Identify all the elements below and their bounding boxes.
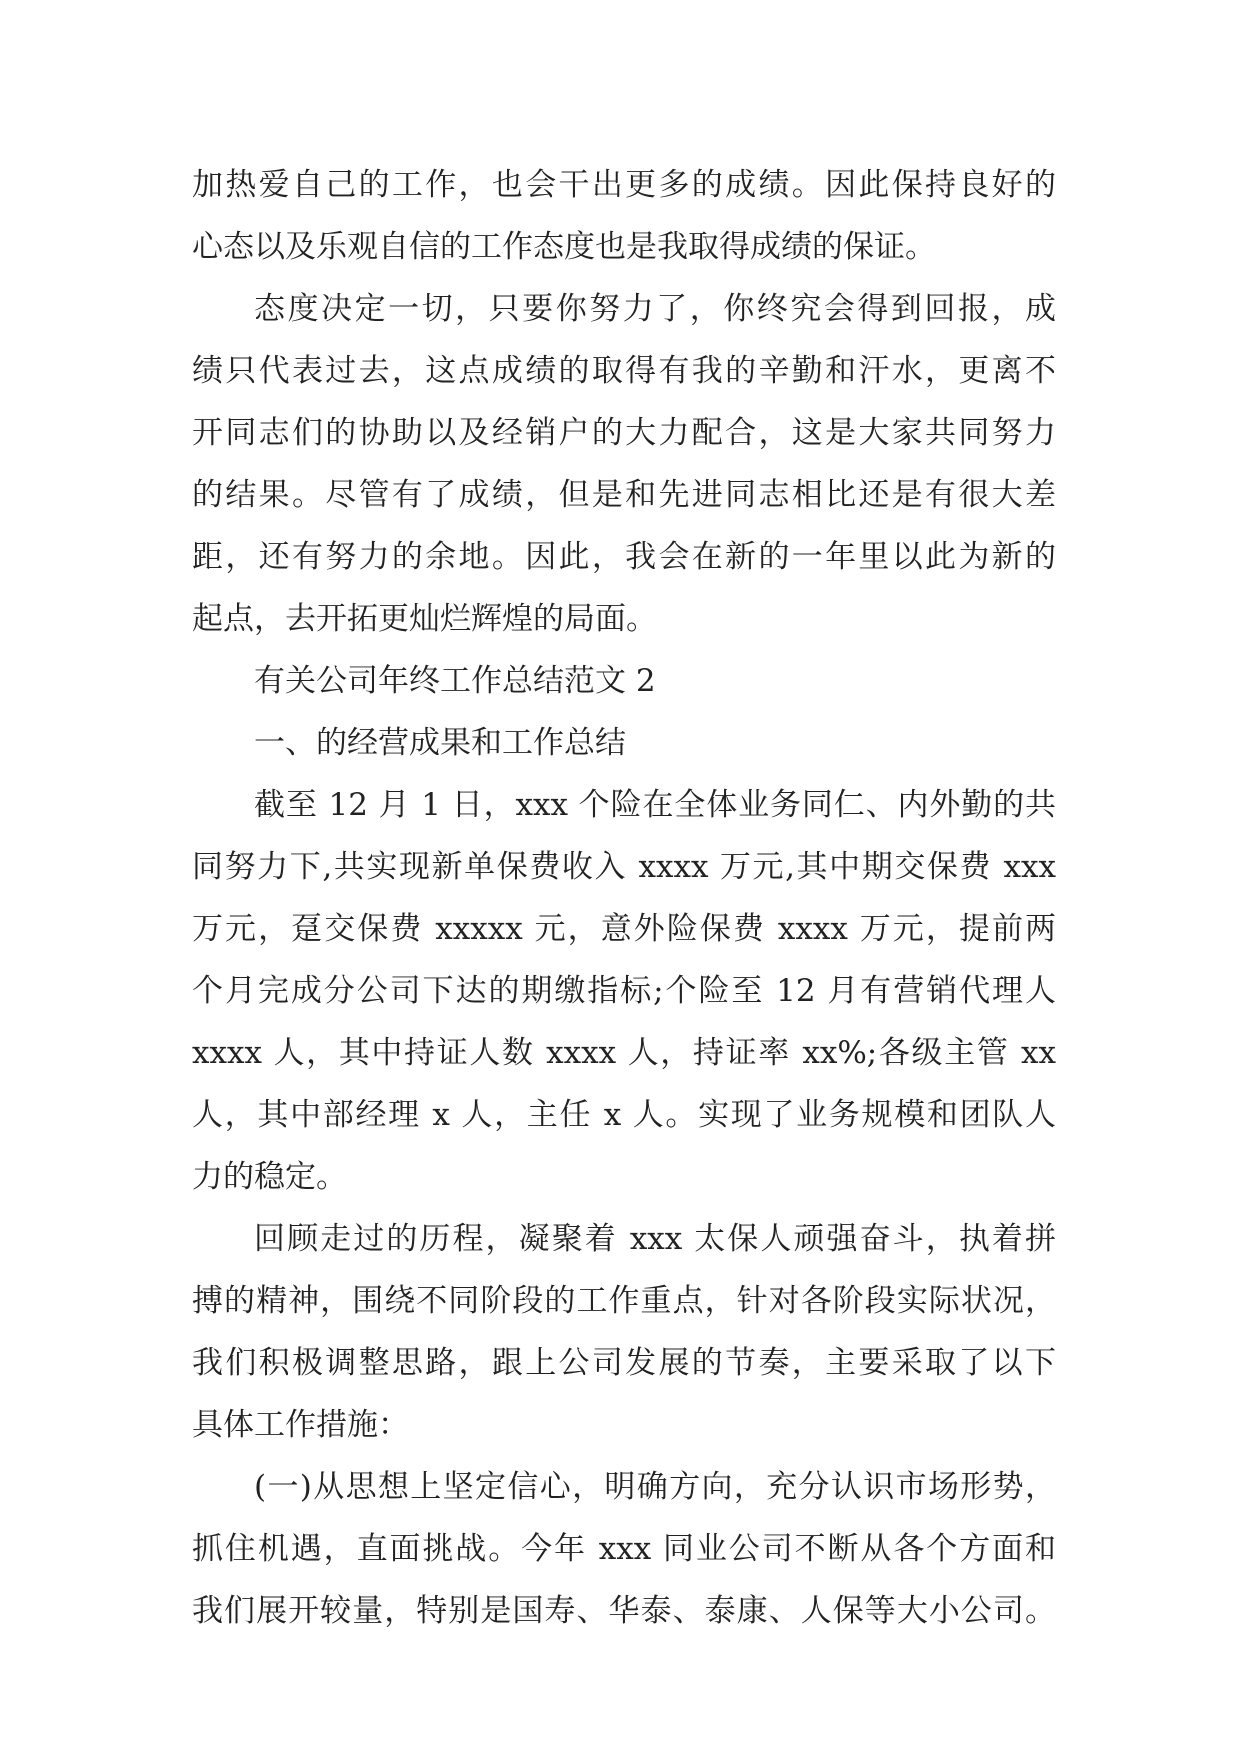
- text-line: (一)从思想上坚定信心，明确方向，充分认识市场形势，: [254, 1469, 1056, 1505]
- text-line: 我们展开较量，特别是国寿、华泰、泰康、人保等大小公司。: [192, 1593, 1056, 1629]
- text-line: 加热爱自己的工作，也会干出更多的成绩。因此保持良好的: [192, 167, 1056, 203]
- text-line: 开同志们的协助以及经销户的大力配合，这是大家共同努力: [192, 415, 1056, 451]
- document-body: [192, 154, 1056, 1642]
- text-line: 态度决定一切，只要你努力了，你终究会得到回报，成: [254, 291, 1056, 327]
- section-title: 有关公司年终工作总结范文 2: [254, 663, 656, 699]
- text-line: 同努力下,共实现新单保费收入 xxxx 万元,其中期交保费 xxx: [192, 849, 1056, 885]
- text-line: 距，还有努力的余地。因此，我会在新的一年里以此为新的: [192, 539, 1056, 575]
- text-line: 起点，去开拓更灿烂辉煌的局面。: [192, 601, 657, 637]
- text-line: 回顾走过的历程，凝聚着 xxx 太保人顽强奋斗，执着拼: [254, 1221, 1056, 1257]
- text-line: 的结果。尽管有了成绩，但是和先进同志相比还是有很大差: [192, 477, 1056, 513]
- text-line: 绩只代表过去，这点成绩的取得有我的辛勤和汗水，更离不: [192, 353, 1056, 389]
- text-line: 万元，趸交保费 xxxxx 元，意外险保费 xxxx 万元，提前两: [192, 911, 1056, 947]
- text-line: 具体工作措施：: [192, 1407, 409, 1443]
- text-line: xxxx 人，其中持证人数 xxxx 人，持证率 xx%;各级主管 xx: [192, 1035, 1056, 1071]
- section-heading: 一、的经营成果和工作总结: [254, 725, 626, 761]
- text-line: 人，其中部经理 x 人，主任 x 人。实现了业务规模和团队人: [192, 1097, 1056, 1133]
- text-line: 抓住机遇，直面挑战。今年 xxx 同业公司不断从各个方面和: [192, 1531, 1056, 1567]
- text-line: 截至 12 月 1 日，xxx 个险在全体业务同仁、内外勤的共: [254, 787, 1056, 823]
- text-line: 力的稳定。: [192, 1159, 347, 1195]
- text-line: 搏的精神，围绕不同阶段的工作重点，针对各阶段实际状况，: [192, 1283, 1056, 1319]
- text-line: 心态以及乐观自信的工作态度也是我取得成绩的保证。: [192, 229, 936, 265]
- text-line: 个月完成分公司下达的期缴指标;个险至 12 月有营销代理人: [192, 973, 1056, 1009]
- text-line: 我们积极调整思路，跟上公司发展的节奏，主要采取了以下: [192, 1345, 1056, 1381]
